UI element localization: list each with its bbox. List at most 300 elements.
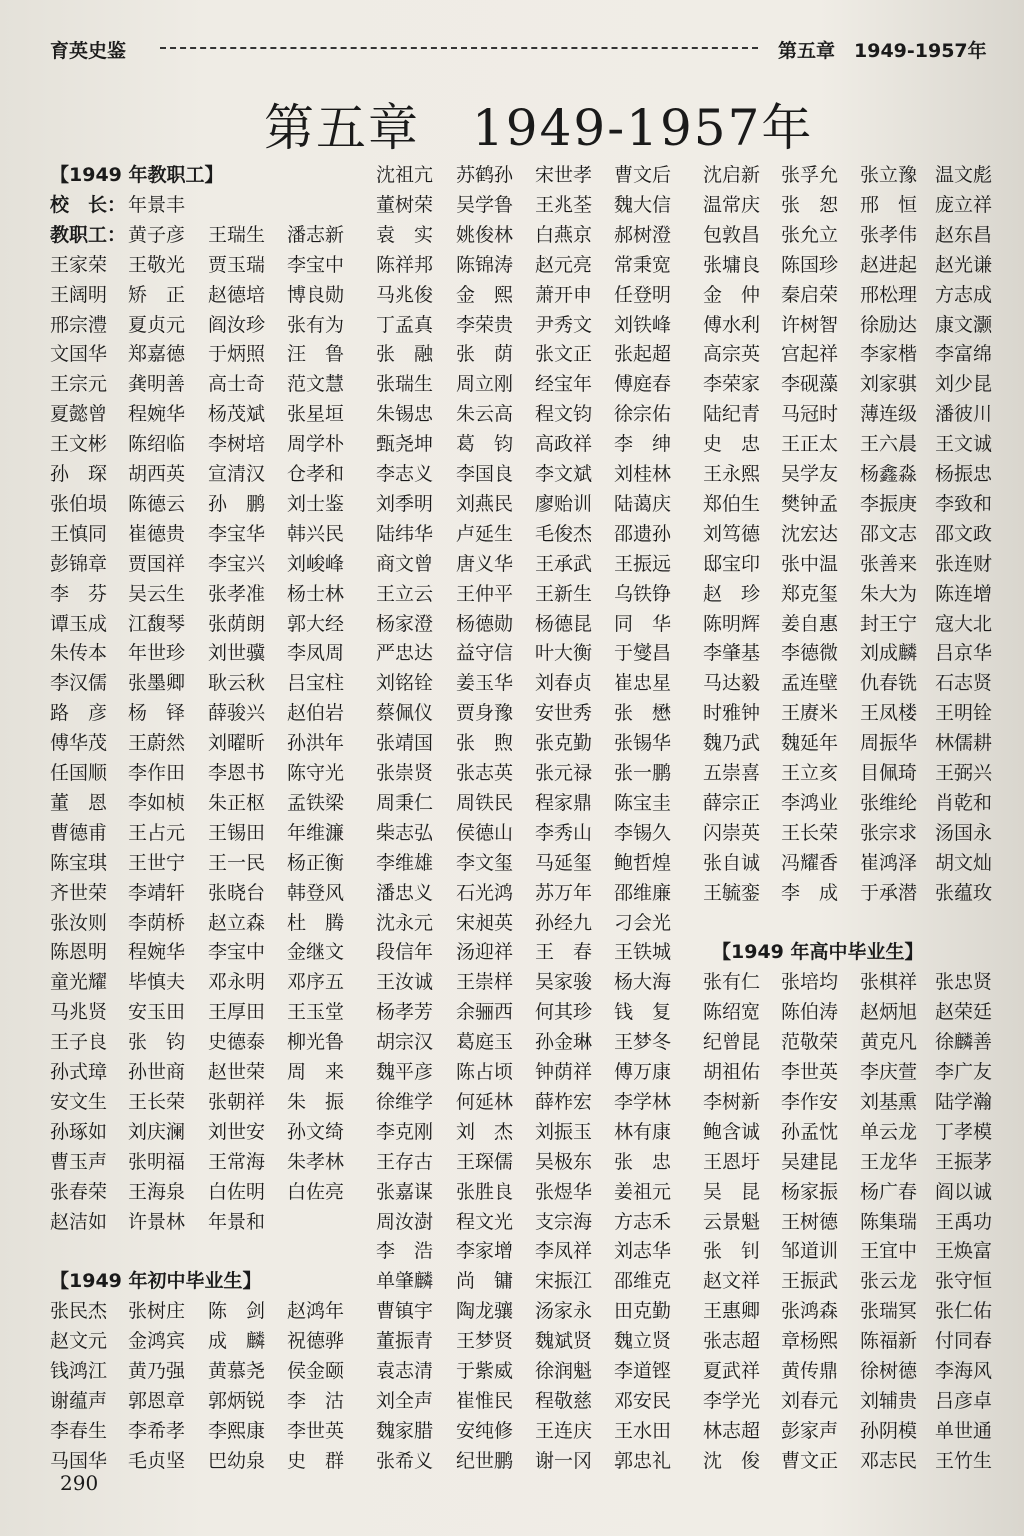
person-name: 高政祥: [535, 433, 593, 456]
person-name: 曹文正: [781, 1449, 839, 1472]
person-name: 陶龙骧: [456, 1300, 514, 1323]
person-name: 胡宗汉: [376, 1031, 434, 1054]
person-name: 刘燕民: [456, 492, 514, 515]
person-name: 王长荣: [781, 821, 839, 844]
person-name: 杨家澄: [376, 612, 434, 635]
person-name: 段信年: [376, 941, 434, 964]
person-name: 陈锦涛: [456, 253, 514, 276]
person-name: 李 浩: [376, 1240, 434, 1263]
person-name: 年维濂: [287, 821, 345, 844]
person-name: 安纯修: [456, 1419, 514, 1442]
person-name: 曹镇宇: [376, 1300, 434, 1323]
person-name: 马国华: [50, 1449, 108, 1472]
person-name: 白佐明: [208, 1180, 266, 1203]
person-name: 张孚允: [781, 164, 839, 186]
person-name: 王梦贤: [456, 1330, 514, 1353]
person-name: 潘忠义: [376, 881, 434, 904]
person-name: 张民杰: [50, 1300, 108, 1323]
person-name: 孟连壁: [781, 672, 839, 695]
person-name: 魏家腊: [376, 1419, 434, 1442]
person-name: 孙世商: [128, 1061, 186, 1083]
person-name: 徐维学: [376, 1090, 434, 1113]
person-name: 孙孟忱: [781, 1120, 839, 1143]
person-name: 仓孝和: [287, 463, 345, 485]
person-name: 汤迎祥: [456, 941, 514, 964]
person-name: 吕宝柱: [287, 672, 345, 695]
person-name: 张星垣: [287, 403, 345, 426]
person-name: 薛宗正: [703, 791, 761, 814]
person-name: 温常庆: [703, 193, 761, 216]
person-name: 李恩书: [208, 762, 266, 784]
person-name: 傅华茂: [50, 732, 108, 755]
person-name: 宋昶英: [456, 911, 514, 934]
person-name: 张 钊: [703, 1240, 761, 1263]
person-name: 吕彦卓: [935, 1389, 993, 1412]
person-name: 金鸿宾: [128, 1330, 186, 1353]
person-name: 孙金琳: [535, 1031, 593, 1054]
person-name: 李荣家: [703, 373, 761, 396]
person-name: 王慎同: [50, 522, 108, 545]
person-name: 姜玉华: [456, 672, 514, 695]
person-name: 汪 鲁: [287, 343, 345, 366]
person-name: 胡西英: [128, 463, 186, 485]
person-name: 朱大为: [860, 582, 918, 605]
person-name: 李宝兴: [208, 552, 266, 575]
person-name: 苏万年: [535, 881, 593, 904]
person-name: 王文彬: [50, 433, 108, 456]
person-name: 王汝诚: [376, 971, 434, 994]
person-name: 五崇喜: [703, 762, 761, 784]
person-name: 程文钧: [535, 403, 593, 426]
person-name: 高宗英: [703, 343, 761, 366]
person-name: 邢 恒: [860, 193, 918, 216]
person-name: 王铁城: [614, 941, 672, 964]
person-name: 赵世荣: [208, 1061, 266, 1083]
chapter-title: 第五章 1949-1957年: [264, 99, 814, 157]
person-name: 王梦冬: [614, 1031, 672, 1054]
person-name: 周 来: [287, 1061, 345, 1083]
person-name: 李国良: [456, 463, 514, 485]
person-name: 单世通: [935, 1419, 993, 1442]
person-name: 张 融: [376, 343, 434, 366]
person-name: 张 懋: [614, 702, 672, 725]
person-name: 陈明辉: [703, 612, 761, 635]
person-name: 马兆俊: [376, 283, 434, 306]
person-name: 董振青: [376, 1330, 434, 1353]
person-name: 董树荣: [376, 193, 434, 216]
person-name: 赵伯岩: [287, 702, 345, 725]
person-name: 张 荫: [456, 343, 514, 366]
person-name: 安文生: [50, 1090, 108, 1113]
section-heading: 【1949 年高中毕业生】: [712, 941, 924, 964]
person-name: 李宝中: [208, 941, 266, 964]
person-name: 陈国珍: [781, 253, 839, 276]
person-name: 魏乃武: [703, 732, 761, 755]
person-name: 陈集瑞: [860, 1210, 918, 1233]
person-name: 汤国永: [935, 821, 993, 844]
person-name: 杨德昆: [535, 612, 593, 635]
person-name: 云景魁: [703, 1210, 761, 1233]
person-name: 吴家骏: [535, 971, 593, 994]
person-name: 王惠卿: [703, 1300, 761, 1323]
person-name: 钱鸿江: [50, 1360, 108, 1382]
person-name: 李文斌: [535, 463, 593, 485]
person-name: 王振茅: [935, 1150, 993, 1173]
person-name: 叶大衡: [535, 642, 593, 665]
person-name: 文国华: [50, 343, 108, 366]
person-name: 黄慕尧: [208, 1360, 266, 1382]
person-name: 康文灏: [935, 313, 993, 336]
person-name: 寇大北: [935, 612, 993, 635]
person-name: 沈永元: [376, 911, 434, 934]
person-name: 徐润魁: [535, 1360, 593, 1382]
person-name: 刘春贞: [535, 672, 593, 695]
person-name: 唐义华: [456, 552, 514, 575]
person-name: 何其珍: [535, 1001, 593, 1024]
person-name: 王竹生: [935, 1449, 993, 1472]
person-name: 王新生: [535, 582, 593, 605]
person-name: 黄乃强: [128, 1360, 186, 1382]
person-name: 王瑞生: [208, 223, 266, 246]
person-name: 李克刚: [376, 1120, 434, 1143]
person-name: 李家增: [456, 1240, 514, 1263]
person-name: 张连财: [935, 552, 993, 575]
person-name: 王子良: [50, 1031, 108, 1054]
person-name: 刘桂林: [614, 463, 672, 485]
person-name: 安世秀: [535, 702, 593, 725]
person-name: 徐麟善: [935, 1031, 993, 1054]
person-name: 周振华: [860, 732, 918, 755]
person-name: 薛骏兴: [208, 702, 266, 725]
person-name: 张孝准: [208, 582, 266, 605]
person-name: 张守恒: [935, 1270, 993, 1293]
person-name: 毛俊杰: [535, 522, 593, 545]
person-name: 徐励达: [860, 313, 918, 336]
person-name: 王家荣: [50, 253, 108, 276]
person-name: 马达毅: [703, 672, 761, 695]
person-name: 刘成麟: [860, 642, 918, 665]
person-name: 李如桢: [128, 791, 186, 814]
person-name: 潘彼川: [935, 403, 993, 426]
person-name: 时雅钟: [703, 702, 761, 725]
person-name: 杨振忠: [935, 463, 993, 485]
person-name: 陈连增: [935, 582, 993, 605]
person-name: 周立刚: [456, 373, 514, 396]
person-name: 李砚藻: [781, 373, 839, 396]
person-name: 刘庆澜: [128, 1120, 186, 1143]
person-name: 邵维克: [614, 1270, 672, 1293]
person-name: 王常海: [208, 1150, 266, 1173]
person-name: 王焕富: [935, 1240, 993, 1263]
section-heading: 【1949 年教职工】: [50, 164, 224, 186]
person-name: 李 芬: [50, 582, 108, 605]
person-name: 马冠时: [781, 403, 839, 426]
person-name: 李秀山: [535, 821, 593, 844]
person-name: 李作安: [781, 1090, 839, 1113]
person-name: 王立云: [376, 582, 434, 605]
person-name: 宣清汉: [208, 463, 266, 485]
person-name: 邵遗孙: [614, 522, 672, 545]
person-name: 江馥琴: [128, 612, 186, 635]
person-name: 黄传鼎: [781, 1360, 839, 1382]
person-name: 李作田: [128, 762, 186, 784]
person-name: 张伯埙: [50, 492, 108, 515]
person-name: 袁志清: [376, 1360, 434, 1382]
person-name: 石光鸿: [456, 881, 514, 904]
person-name: 范敬荣: [781, 1031, 839, 1054]
person-name: 张靖国: [376, 732, 434, 755]
person-name: 王 春: [535, 941, 593, 964]
person-name: 朱孝林: [287, 1150, 345, 1173]
person-name: 吴学友: [781, 463, 839, 485]
person-name: 王敬光: [128, 253, 186, 276]
person-name: 刘峻峰: [287, 552, 345, 575]
person-name: 赵文元: [50, 1330, 108, 1353]
person-name: 彭锦章: [50, 552, 108, 575]
person-name: 许景林: [128, 1210, 186, 1233]
person-name: 陆纪青: [703, 403, 761, 426]
person-name: 朱 振: [287, 1090, 345, 1113]
person-name: 邵维廉: [614, 881, 672, 904]
person-name: 张鸿森: [781, 1300, 839, 1323]
person-name: 彭家声: [781, 1419, 839, 1442]
person-name: 张忠贤: [935, 971, 993, 994]
person-name: 程文光: [456, 1210, 514, 1233]
person-name: 郑嘉德: [128, 343, 186, 366]
person-name: 张有仁: [703, 971, 761, 994]
person-name: 陈祥邦: [376, 253, 434, 276]
person-name: 刘家骐: [860, 373, 918, 396]
person-name: 王兆荃: [535, 193, 593, 216]
person-name: 侯金颐: [287, 1360, 345, 1382]
person-name: 尹秀文: [535, 313, 593, 336]
person-name: 程家鼎: [535, 791, 593, 814]
person-name: 沈祖亢: [376, 164, 434, 186]
person-name: 杨家振: [781, 1180, 839, 1203]
person-name: 刘辅贵: [860, 1389, 918, 1412]
person-name: 徐树德: [860, 1360, 918, 1382]
person-name: 夏贞元: [128, 313, 186, 336]
person-name: 于燮昌: [614, 642, 672, 665]
person-name: 张培均: [781, 971, 839, 994]
person-name: 潘志新: [287, 223, 345, 246]
person-name: 赵光谦: [935, 253, 993, 276]
person-name: 李学光: [703, 1389, 761, 1412]
person-name: 李世英: [781, 1061, 839, 1083]
person-name: 张文正: [535, 343, 593, 366]
person-name: 同 华: [614, 612, 672, 635]
person-name: 李世英: [287, 1419, 345, 1442]
person-name: 郭恩章: [128, 1389, 186, 1412]
person-name: 邸宝印: [703, 552, 761, 575]
person-name: 赵 珍: [703, 582, 761, 605]
person-name: 矫 正: [128, 283, 186, 306]
person-name: 严忠达: [376, 642, 434, 665]
person-name: 田克勤: [614, 1300, 672, 1323]
person-name: 刘世安: [208, 1120, 266, 1143]
person-name: 李 成: [781, 881, 839, 904]
person-name: 杨士林: [287, 582, 345, 605]
person-name: 邓安民: [614, 1389, 672, 1412]
person-name: 任登明: [614, 283, 672, 306]
person-name: 姚俊林: [456, 223, 514, 246]
person-name: 张胜良: [456, 1180, 514, 1203]
person-name: 邓序五: [287, 971, 345, 994]
person-name: 程婉华: [128, 941, 186, 964]
person-name: 史 忠: [703, 433, 761, 456]
person-name: 李凤祥: [535, 1240, 593, 1263]
person-name: 杨德勋: [456, 612, 514, 635]
person-name: 张志英: [456, 762, 514, 784]
person-name: 郭大经: [287, 612, 345, 635]
person-name: 杨茂斌: [208, 403, 266, 426]
person-name: 刘基熏: [860, 1090, 918, 1113]
person-name: 周铁民: [456, 791, 514, 814]
person-name: 魏平彦: [376, 1061, 434, 1083]
person-name: 丁孝模: [935, 1120, 993, 1143]
person-name: 王仲平: [456, 582, 514, 605]
person-name: 李肇基: [703, 642, 761, 665]
person-name: 赵文祥: [703, 1270, 761, 1293]
person-name: 沈宏达: [781, 522, 839, 545]
person-name: 张春荣: [50, 1180, 108, 1203]
person-name: 孟铁梁: [287, 791, 345, 814]
person-name: 纪世鹏: [456, 1449, 514, 1472]
person-name: 毛贞坚: [128, 1449, 186, 1472]
person-name: 纪曾昆: [703, 1031, 761, 1054]
person-name: 甄尧坤: [376, 433, 434, 456]
person-name: 陈绍宽: [703, 1001, 761, 1024]
person-name: 刘士鉴: [287, 492, 345, 515]
person-name: 王树德: [781, 1210, 839, 1233]
person-name: 张汝则: [50, 911, 108, 934]
person-name: 张希义: [376, 1449, 434, 1472]
person-name: 夏懿曾: [50, 403, 108, 426]
person-name: 赵德培: [208, 283, 266, 306]
person-name: 张瑞生: [376, 373, 434, 396]
person-name: 阎汝珍: [208, 313, 266, 336]
person-name: 王蔚然: [128, 732, 186, 755]
person-name: 朱云高: [456, 403, 514, 426]
person-name: 李家楷: [860, 343, 918, 366]
person-name: 单肇麟: [376, 1270, 434, 1293]
person-name: 杨大海: [614, 971, 672, 994]
person-name: 张克勤: [535, 732, 593, 755]
person-name: 陆学瀚: [935, 1090, 993, 1113]
person-name: 余骊西: [456, 1001, 514, 1024]
person-name: 樊钟孟: [781, 492, 839, 515]
person-name: 杜 腾: [287, 911, 345, 934]
person-name: 林有康: [614, 1120, 672, 1143]
person-name: 张志超: [703, 1330, 761, 1353]
person-name: 张朝祥: [208, 1090, 266, 1113]
person-name: 邹道训: [781, 1240, 839, 1263]
person-name: 王禹功: [935, 1210, 993, 1233]
person-name: 萧开申: [535, 283, 593, 306]
person-name: 杨正衡: [287, 851, 345, 874]
person-name: 李学林: [614, 1090, 672, 1113]
person-name: 于紫威: [456, 1360, 514, 1382]
person-name: 陈德云: [128, 492, 186, 515]
person-name: 沈启新: [703, 164, 761, 186]
person-name: 沈 俊: [703, 1449, 761, 1472]
person-name: 魏斌贤: [535, 1330, 593, 1353]
person-name: 李锡久: [614, 821, 672, 844]
person-name: 鲍含诚: [703, 1120, 761, 1143]
person-name: 傅万康: [614, 1061, 672, 1083]
person-name: 陈宝琪: [50, 851, 108, 874]
person-name: 张有为: [287, 313, 345, 336]
person-name: 王玉堂: [287, 1001, 345, 1024]
person-name: 刘志华: [614, 1240, 672, 1263]
person-name: 侯德山: [456, 821, 514, 844]
person-name: 李 沽: [287, 1389, 345, 1412]
person-name: 胡文灿: [935, 851, 993, 874]
person-name: 王琛儒: [456, 1150, 514, 1173]
person-name: 赵炳旭: [860, 1001, 918, 1024]
person-name: 李 绅: [614, 433, 672, 456]
person-name: 邢宗澧: [50, 313, 108, 336]
person-name: 林儒耕: [935, 732, 993, 755]
person-name: 经宝年: [535, 373, 593, 396]
person-name: 张锡华: [614, 732, 672, 755]
person-name: 陈 剑: [208, 1300, 266, 1323]
person-name: 王恩圩: [703, 1150, 761, 1173]
person-name: 年景和: [208, 1210, 266, 1233]
person-name: 张崇贤: [376, 762, 434, 784]
person-name: 邵文政: [935, 522, 993, 545]
person-name: 傅水利: [703, 313, 761, 336]
person-name: 陈福新: [860, 1330, 918, 1353]
person-name: 阎以诚: [935, 1180, 993, 1203]
person-name: 王阔明: [50, 283, 108, 306]
person-name: 魏大信: [614, 193, 672, 216]
person-name: 蔡佩仪: [376, 702, 434, 725]
person-name: 史 群: [287, 1449, 345, 1472]
person-name: 温文彪: [935, 164, 993, 186]
person-name: 祝德骅: [287, 1330, 345, 1353]
person-name: 陈绍临: [128, 433, 186, 456]
person-name: 朱传本: [50, 642, 108, 665]
person-name: 冯耀香: [781, 851, 839, 874]
person-name: 曹玉声: [50, 1150, 108, 1173]
person-name: 韩登风: [287, 881, 345, 904]
person-name: 张荫朗: [208, 612, 266, 635]
person-name: 张孝伟: [860, 223, 918, 246]
person-name: 范文慧: [287, 373, 345, 396]
person-name: 张仁佑: [935, 1300, 993, 1323]
person-name: 巴幼泉: [208, 1449, 266, 1472]
person-name: 张树庄: [128, 1300, 186, 1323]
person-name: 张元禄: [535, 762, 593, 784]
person-name: 黄克凡: [860, 1031, 918, 1054]
person-name: 王锡田: [208, 821, 266, 844]
person-name: 张允立: [781, 223, 839, 246]
person-name: 刘振玉: [535, 1120, 593, 1143]
person-name: 吴云生: [128, 582, 186, 605]
person-name: 丁孟真: [376, 313, 434, 336]
person-name: 王海泉: [128, 1180, 186, 1203]
person-name: 李荣贵: [456, 313, 514, 336]
person-name: 陆纬华: [376, 522, 434, 545]
person-name: 秦启荣: [781, 283, 839, 306]
person-name: 宫起祥: [781, 343, 839, 366]
person-name: 柳光鲁: [287, 1031, 345, 1054]
person-name: 董 恩: [50, 791, 108, 814]
person-name: 王立亥: [781, 762, 839, 784]
person-name: 贾身豫: [456, 702, 514, 725]
person-name: 吴学鲁: [456, 193, 514, 216]
